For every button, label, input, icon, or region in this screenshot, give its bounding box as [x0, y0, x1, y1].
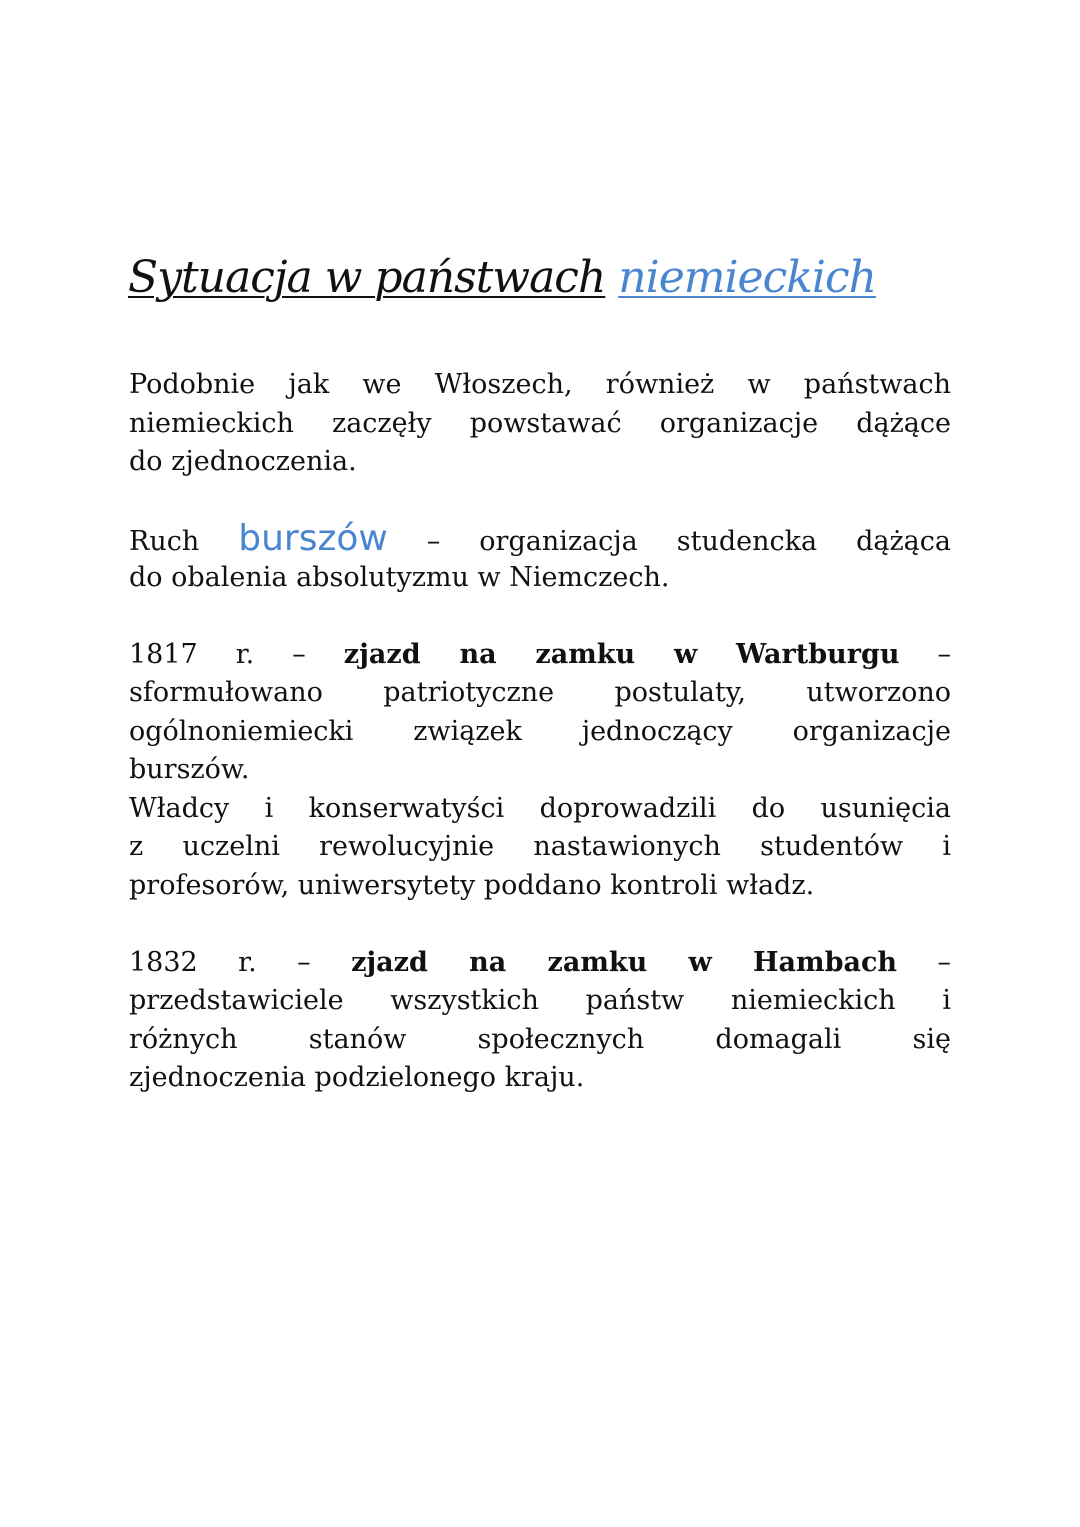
text-line: [129, 828, 951, 867]
text-segment: Władcy i konserwatyści doprowadzili do usunięcia: [129, 792, 951, 824]
bold-text: zjazd na zamku w Wartburgu: [343, 638, 900, 670]
text-segment: sformułowano patriotyczne postulaty, utworzono: [129, 677, 951, 708]
title-part-2-highlight: niemieckich: [618, 252, 876, 303]
paragraph: [129, 520, 951, 597]
bold-text: zjazd na zamku w Hambach: [351, 946, 898, 978]
text-line: [129, 867, 951, 906]
text-segment: do obalenia absolutyzmu w Niemczech.: [129, 561, 670, 593]
title-part-1: Sytuacja w państwach: [128, 252, 606, 303]
text-line: [129, 751, 951, 790]
text-line: [129, 443, 951, 482]
text-line: [129, 520, 951, 559]
text-line: [129, 405, 951, 444]
text-line: [129, 636, 951, 675]
text-segment: ogólnoniemiecki związek jednoczący organizacje: [129, 715, 951, 747]
text-segment: – organizacja studencka dążąca: [387, 526, 951, 557]
page-title: [128, 252, 876, 303]
text-line: [129, 944, 951, 983]
paragraph: [129, 366, 951, 482]
text-line: [129, 790, 951, 829]
text-line: [129, 559, 951, 598]
text-line: [129, 982, 951, 1021]
text-segment: zjednoczenia podzielonego kraju.: [129, 1062, 585, 1093]
text-line: [129, 674, 951, 713]
text-line: [129, 366, 951, 405]
highlighted-term: burszów: [238, 518, 388, 559]
text-line: [129, 1021, 951, 1060]
text-segment: –: [899, 638, 951, 670]
text-segment: Podobnie jak we Włoszech, również w państwach: [129, 369, 951, 400]
text-segment: –: [897, 946, 952, 978]
text-segment: 1832 r. –: [129, 946, 352, 978]
text-segment: Ruch: [129, 526, 239, 557]
paragraph: [129, 790, 951, 906]
text-line: [129, 713, 951, 752]
text-segment: przedstawiciele wszystkich państw niemieckich i: [129, 985, 951, 1016]
text-segment: profesorów, uniwersytety poddano kontroli władz.: [129, 869, 815, 901]
text-segment: niemieckich zaczęły powstawać organizacje dążące: [129, 407, 951, 439]
text-segment: burszów.: [129, 754, 250, 785]
text-segment: różnych stanów społecznych domagali się: [129, 1023, 951, 1055]
document-body: [129, 366, 951, 1136]
text-segment: 1817 r. –: [129, 638, 344, 670]
text-segment: do zjednoczenia.: [129, 446, 357, 477]
paragraph: [129, 944, 951, 1098]
text-segment: z uczelni rewolucyjnie nastawionych studentów i: [129, 831, 951, 862]
paragraph: [129, 636, 951, 790]
text-line: [129, 1059, 951, 1098]
